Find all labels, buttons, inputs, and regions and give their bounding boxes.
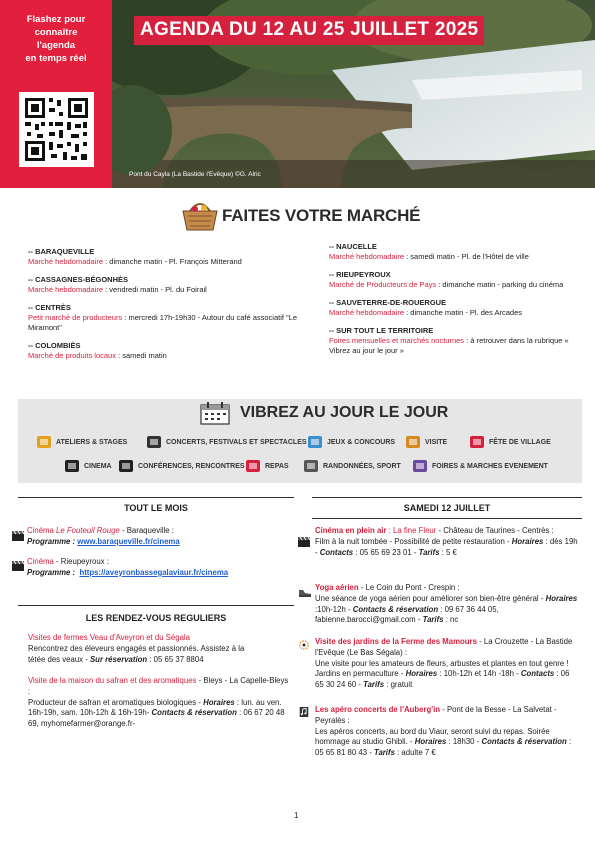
qr-sidebar (0, 0, 112, 188)
event-desc: Film à la nuit tombée - Possibilité de petite restauration - (315, 536, 512, 546)
apero-concerts-event (315, 705, 580, 759)
horaires-value: :10h-12h - (315, 604, 353, 614)
category-item (303, 459, 401, 473)
music-note-icon (298, 707, 310, 717)
calendar-icon (200, 401, 230, 425)
market-label: Marché hebdomadaire (329, 252, 405, 261)
event-desc: Une visite pour les amateurs de fleurs, arbustes et plantes en tout genre ! Jardins en permaculture - (315, 658, 569, 679)
event-desc: Une séance de yoga aérien pour améliorer son bien-être général - (315, 593, 546, 603)
event-desc: Producteur de safran et aromatiques biologiques - (28, 697, 204, 707)
category-label: FÊTE DE VILLAGE (489, 438, 551, 446)
market-detail (28, 285, 300, 295)
market-detail (329, 308, 581, 318)
event-place: - La Crouzette - La Bastide l'Evêque (Le Bas Ségala) : (315, 637, 573, 657)
horaires-value: : lun. au ven. 16h-19h, sam. 10h-12h & 16h-19h- (28, 697, 282, 718)
cinema-place: - Baraqueville : (119, 526, 174, 535)
market-label: Marché de Producteurs de Pays (329, 280, 437, 289)
market-schedule: : dimanche matin - Pl. des Arcades (404, 308, 523, 317)
contacts-value: : 05 65 81 80 43 - (315, 737, 572, 758)
event-place: - Le Coin du Pont - Crespin : (358, 583, 460, 592)
tarifs-label: Tarifs (418, 547, 440, 557)
music-note-icon (146, 435, 162, 449)
vibrez-title: VIBREZ AU JOUR LE JOUR (240, 404, 449, 421)
market-detail (28, 313, 300, 333)
event-desc: Rencontrez des éleveurs engagés et passionnés. Assistez à la (28, 643, 245, 653)
category-label: CINEMA (84, 462, 112, 470)
photo-caption: Pont du Cayla (La Bastide l'Evêque) ©G. Alric (129, 171, 261, 178)
tarifs-label: Tarifs (363, 680, 385, 690)
category-label: FOIRES & MARCHES EVENEMENT (432, 462, 548, 470)
divider (18, 605, 294, 606)
visit-icon (405, 435, 421, 449)
horaires-label: Horaires (511, 536, 544, 546)
tarifs-label: Tarifs (422, 615, 444, 625)
tarifs-value: : gratuit (384, 680, 413, 690)
market-town: -- NAUCELLE (329, 242, 377, 251)
programme-link[interactable]: www.baraqueville.fr/cinema (77, 536, 180, 546)
tarifs-value: : adulte 7 € (394, 748, 436, 758)
contacts-label: Contacts & réservation (352, 604, 439, 614)
header (0, 0, 595, 188)
marche-right-column (329, 242, 581, 356)
event-place: - Château de Taurines - Centrès : (436, 526, 554, 535)
tarifs-value: : 5 € (439, 547, 457, 557)
reservation-label: Sur réservation (89, 654, 148, 664)
market-detail (329, 252, 581, 262)
plate-icon (245, 459, 261, 473)
programme-link[interactable]: https://aveyronbassegalaviaur.fr/cinema (79, 567, 229, 577)
cinema-place: - Rieupeyroux : (53, 557, 109, 566)
jardins-mamours-event (315, 637, 580, 691)
category-label: ATELIERS & STAGES (56, 438, 128, 446)
market-schedule: : mercredi 17h-19h30 - Autour du café associatif "Le Miramont" (28, 313, 298, 332)
cinema-label: Cinéma (27, 526, 57, 535)
contacts-value: : 06 65 30 24 60 - (315, 669, 570, 690)
maison-safran-event (28, 676, 290, 730)
event-title: Yoga aérien (315, 583, 359, 592)
marche-title: FAITES VOTRE MARCHÉ (222, 206, 421, 225)
shoe-icon (303, 459, 319, 473)
date-title: SAMEDI 12 JUILLET (403, 503, 491, 513)
contacts-value: : 06 67 20 48 69, myhomefarmer@orange.fr- (28, 708, 285, 729)
market-label: Marché hebdomadaire (329, 308, 405, 317)
divider (312, 518, 582, 519)
category-item (245, 459, 289, 473)
market-town: -- SUR TOUT LE TERRITOIRE (329, 326, 434, 335)
market-label: Marché hebdomadaire (28, 285, 104, 294)
puzzle-icon (307, 435, 323, 449)
horaires-label: Horaires (414, 737, 447, 747)
category-item (36, 435, 127, 449)
clapperboard-icon (64, 459, 80, 473)
marche-left-column (28, 247, 300, 361)
category-label: CONFÉRENCES, RENCONTRES (138, 462, 245, 470)
market-label: Marché hebdomadaire (28, 257, 104, 266)
stall-icon (412, 459, 428, 473)
horaires-label: Horaires (405, 669, 438, 679)
market-town: -- CENTRÈS (28, 303, 71, 312)
tarifs-value: : nc (443, 615, 459, 625)
clapperboard-icon (298, 537, 310, 547)
contacts-label: Contacts & réservation (151, 708, 237, 718)
market-town: -- BARAQUEVILLE (28, 247, 95, 256)
category-label: VISITE (425, 438, 448, 446)
cinema-label: Cinéma (27, 557, 54, 566)
event-desc-2: tétée des veaux - (28, 654, 90, 664)
category-label: REPAS (265, 462, 289, 470)
category-label: RANDONNÉES, SPORT (323, 462, 401, 470)
clapperboard-icon (12, 561, 24, 571)
event-place: - Pont de la Besse - La Salvetat -Peyralès : (315, 705, 557, 725)
category-label: JEUX & CONCOURS (327, 438, 396, 446)
cinema-rieupeyroux (27, 557, 292, 579)
category-item (412, 459, 548, 473)
category-item (469, 435, 551, 449)
event-title: Les apéro concerts de l'Auberg'in (315, 705, 441, 714)
cinema-name: Le Fouteuil Rouge (56, 526, 120, 535)
horaires-label: Horaires (203, 697, 235, 707)
cinema-plein-air-event (315, 526, 580, 558)
market-town: -- SAUVETERRE-DE-ROUERGUE (329, 298, 447, 307)
tarifs-label: Tarifs (373, 748, 395, 758)
market-schedule: : vendredi matin - Pl. du Foirail (103, 285, 207, 294)
divider (18, 497, 294, 498)
market-label: Marché de produits locaux (28, 351, 116, 360)
market-detail (329, 336, 581, 356)
clapperboard-icon (12, 531, 24, 541)
speaker-icon (118, 459, 134, 473)
easel-icon (36, 435, 52, 449)
category-item (118, 459, 245, 473)
event-title: Visites de fermes Veau d'Aveyron et du Ségala (28, 633, 191, 642)
programme-label: Programme : (27, 536, 76, 546)
market-town: -- RIEUPEYROUX (329, 270, 391, 279)
programme-label: Programme : (27, 567, 76, 577)
flash-text: Flashez pour connaître l'agenda en temps réel (25, 14, 87, 64)
market-town: -- COLOMBIÈS (28, 341, 81, 350)
shoe-icon (298, 588, 312, 598)
market-schedule: : dimanche matin - Pl. François Mitterand (103, 257, 242, 266)
event-title: Visite des jardins de la Ferme des Mamours (315, 637, 477, 646)
event-place: - Bleys - La Capelle-Bleys : (28, 676, 289, 696)
yoga-aerien-event (315, 583, 580, 626)
reservation-value: : 05 65 37 8804 (147, 654, 204, 664)
horaires-label: Horaires (545, 593, 578, 603)
agenda-title: AGENDA DU 12 AU 25 JUILLET 2025 (134, 16, 484, 45)
event-title: Cinéma en plein air (315, 526, 387, 535)
horaires-value: : 18h30 - (446, 737, 482, 747)
event-title: Visite de la maison du safran et des aromatiques (28, 676, 197, 685)
category-item (405, 435, 447, 449)
market-schedule: : samedi matin - Pl. de l'Hôtel de ville (404, 252, 529, 261)
contacts-value: : 05 65 69 23 01 - (353, 547, 419, 557)
rdv-title: LES RENDEZ-VOUS REGULIERS (85, 613, 227, 623)
contacts-label: Contacts (520, 669, 555, 679)
cinema-baraqueville (27, 526, 292, 548)
tout-le-mois-title: TOUT LE MOIS (124, 503, 188, 513)
category-item (146, 435, 307, 449)
event-desc: Les apéros concerts, au bord du Viaur, seront suivi du repas. Soirée hommage au studio Ghibli. - (315, 726, 550, 747)
contacts-value: : 09 67 36 44 05, fabienne.barocci@gmail.com - (315, 604, 499, 625)
market-town: -- CASSAGNES-BÉGONHÈS (28, 275, 129, 284)
visit-icon (298, 640, 310, 650)
horaires-value: : 10h-12h et 14h -18h - (437, 669, 521, 679)
visite-fermes-event (28, 633, 290, 665)
event-subtitle: : La fine Fleur (386, 526, 437, 535)
contacts-label: Contacts & réservation (481, 737, 567, 747)
contacts-label: Contacts (319, 547, 354, 557)
category-item (307, 435, 395, 449)
market-detail (329, 280, 581, 290)
divider (312, 497, 582, 498)
market-schedule: : à retrouver dans la rubrique « Vibrez au jour le jour » (329, 336, 569, 355)
confetti-icon (469, 435, 485, 449)
qr-code-icon (19, 92, 94, 167)
market-schedule: : samedi matin (115, 351, 167, 360)
basket-icon (180, 197, 220, 233)
market-schedule: : dimanche matin - parking du cinéma (436, 280, 564, 289)
category-label: CONCERTS, FESTIVALS ET SPECTACLES (166, 438, 307, 446)
qr-code[interactable] (19, 92, 94, 167)
market-label: Foires mensuelles et marchés nocturnes (329, 336, 465, 345)
page-number: 1 (294, 811, 299, 820)
market-detail (28, 257, 300, 267)
market-label: Petit marché de producteurs (28, 313, 123, 322)
category-item (64, 459, 112, 473)
market-detail (28, 351, 300, 361)
horaires-value: : dès 19h - (315, 536, 578, 557)
